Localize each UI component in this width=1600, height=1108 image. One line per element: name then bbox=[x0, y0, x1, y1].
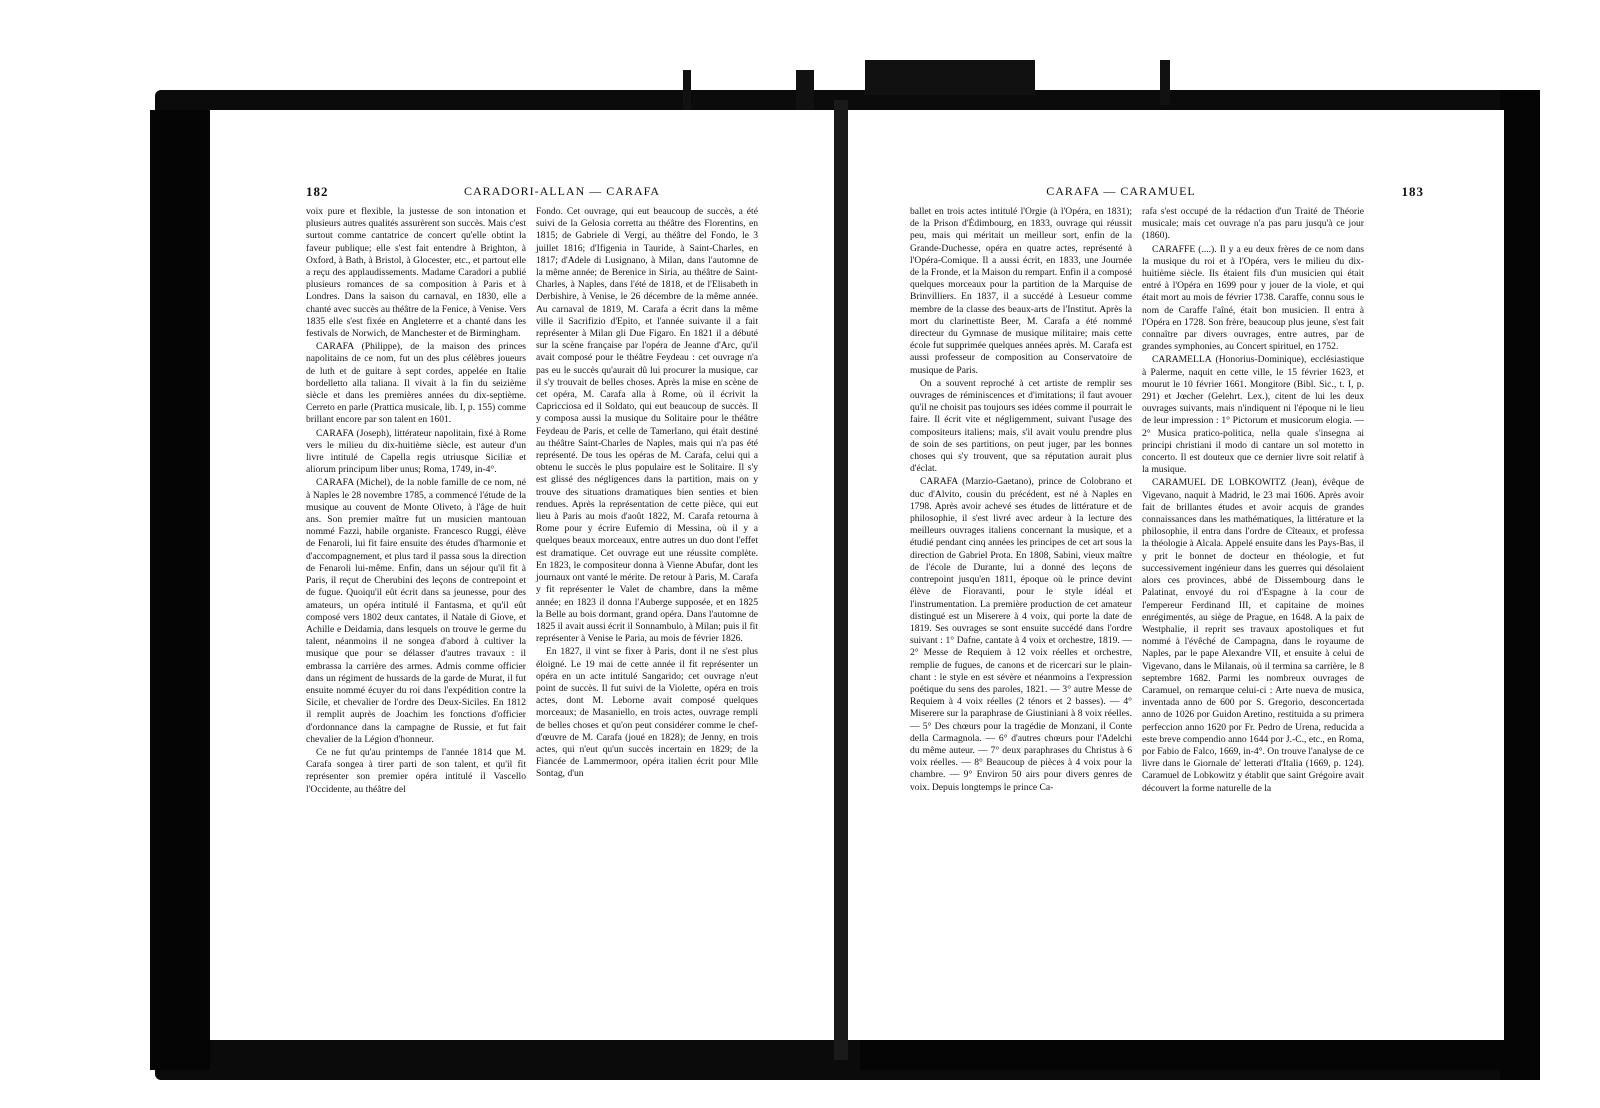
page-marker-3 bbox=[1160, 60, 1170, 105]
paragraph: Fondo. Cet ouvrage, qui eut beaucoup de succès, a été suivi de la Gelosia corretta au théâtre des Florentins, en 1815; de Gabriele di Vergi, au théâtre del Fondo, le 3 juillet 1816; d'Ifigenia in Tauride, à Saint-Charles, en 1817; d'Adele di Lusignano, à Milan, dans l'automne de la même année; de Berenice in Siria, au théâtre de Saint-Charles, à Naples, dans l'été de 1818, et de l'Elisabeth in Derbishire, à Venise, le 26 décembre de la même année. Au carnaval de 1819, M. Carafa a écrit dans la même ville il Sacrifizio d'Epito, et l'année suivante il a fait représenter à Milan gli Due Figaro. En 1821 il a débuté sur la scène française par l'opéra de Jeanne d'Arc, qu'il avait composé pour le théâtre Feydeau : cet ouvrage n'a pas eu le succès qu'aurait dû lui procurer la musique, car il s'y trouvait de belles choses. Après la mise en scène de cet opéra, M. Carafa alla à Rome, où il écrivit la Capricciosa ed il Soldato, qui eut beaucoup de succès. Il y composa aussi la musique du Solitaire pour le théâtre Feydeau de Paris, et celle de Tamerlano, qui était destiné au théâtre Saint-Charles de Naples, mais qui n'a pas été représenté. De tous les opéras de M. Carafa, celui qui a obtenu le succès le plus populaire est le Solitaire. Il s'y est glissé des négligences dans la partition, mais on y trouve des situations dramatiques bien senties et bien rendues. Après la représentation de cette pièce, qui eut lieu à Paris au mois d'août 1822, M. Carafa retourna à Rome pour y écrire Eufemio di Messina, où il y a quelques beaux morceaux, entre autres un duo dont l'effet est dramatique. Cet ouvrage eut une réussite complète. En 1823, le compositeur donna à Vienne Abufar, dont les journaux ont vanté le mérite. De retour à Paris, M. Carafa y fit représenter le Valet de chambre, dans la même année; en 1823 il donna l'Auberge supposée, et en 1825 la Belle au bois dormant, grand opéra. Dans l'automne de 1825 il avait aussi écrit il Sonnambulo, à Milan; puis il fit représenter à Venise le Paria, au mois de février 1826. bbox=[536, 206, 758, 645]
paragraph: Ce ne fut qu'au printemps de l'année 1814 que M. Carafa songea à tirer parti de son talent, et qu'il fit représenter son premier opéra intitulé il Vascello l'Occidente, au théâtre del bbox=[306, 746, 526, 795]
entry-carafa-michel: CARAFA (Michel), de la noble famille de ce nom, né à Naples le 28 novembre 1785, a commencé l'étude de la musique au couvent de Monte Oliveto, à l'âge de huit ans. Son premier maître fut un musicien mantouan nommé Fazzi, habile organiste. Francesco Ruggi, élève de Fenaroli, lui fit faire ensuite des études d'harmonie et d'accompagnement, et plus tard il passa sous la direction de Fenaroli lui-même. Enfin, dans un séjour qu'il fit à Paris, il reçut de Cherubini des leçons de contrepoint et de fugue. Quoiqu'il eût écrit dans sa jeunesse, pour des amateurs, un opéra intitulé il Fantasma, et qu'il eût composé vers 1802 deux cantates, il Natale di Giove, et Achille e Deidamia, dans lesquels on trouve le germe du talent, néanmoins il ne songea d'abord à cultiver la musique que pour se délasser d'autres travaux : il embrassa la carrière des armes. Admis comme officier dans un régiment de hussards de la garde de Murat, il fut ensuite nommé écuyer du roi dans l'expédition contre la Sicile, et chevalier de l'ordre des Deux-Siciles. En 1812 il remplit auprès de Joachim les fonctions d'officier d'ordonnance dans la campagne de Russie, et fut fait chevalier de la Légion d'honneur. bbox=[306, 477, 526, 745]
right-page bbox=[848, 110, 1504, 1040]
paragraph: voix pure et flexible, la justesse de son intonation et plusieurs autres qualités assurèrent son succès. Mais c'est surtout comme cantatrice de concert qu'elle obtint la faveur publique; elle s'est fait entendre à Brighton, à Oxford, à Bath, à Bristol, à Glocester, etc., et partout elle a reçu des applaudissements. Madame Caradori a publié plusieurs romances de sa composition à Paris et à Londres. Dans la saison du carnaval, en 1830, elle a chanté avec succès au théâtre de la Fenice, à Venise. Vers 1835 elle s'est fixée en Angleterre et a chanté dans les festivals de Norwich, de Manchester et de Birmingham. bbox=[306, 206, 526, 340]
entry-carafa-joseph: CARAFA (Joseph), littérateur napolitain, fixé à Rome vers le milieu du dix-huitième siècle, est auteur d'un livre intitulé de Capella regis utriusque Siciliæ et aliorum principum liber unus; Roma, 1749, in-4°. bbox=[306, 427, 526, 476]
page-marker-2 bbox=[796, 70, 814, 110]
left-page bbox=[210, 110, 834, 1040]
right-running-title: CARAFA — CARAMUEL bbox=[1046, 184, 1196, 198]
paragraph: ballet en trois actes intitulé l'Orgie (à l'Opéra, en 1831); de la Prison d'Édimbourg, en 1833, ouvrage qui réussit peu, mais qui méritait un meilleur sort, enfin de la Grande-Duchesse, opéra en quatre actes, représenté à l'Opéra-Comique. Il a aussi écrit, en 1833, une Journée de la Fronde, et la Maison du rempart. Enfin il a composé quelques morceaux pour la partition de la Marquise de Brinvilliers. En 1837, il a succédé à Lesueur comme membre de la classe des beaux-arts de l'Institut. Après la mort du clarinettiste Beer, M. Carafa a été nommé directeur du Gymnase de musique militaire; mais cette école fut supprimée quelques années après. M. Carafa est aussi professeur de composition au Conservatoire de musique de Paris. bbox=[910, 206, 1132, 376]
left-column-1 bbox=[306, 206, 526, 797]
left-running-head bbox=[210, 184, 834, 204]
right-running-head bbox=[848, 184, 1504, 204]
left-scan-edge bbox=[150, 110, 210, 1070]
entry-caraffe: CARAFFE (....). Il y a eu deux frères de ce nom dans la musique du roi et à l'Opéra, vers le milieu du dix-huitième siècle. Ils étaient fils d'un musicien qui était entré à l'Opéra en 1699 pour y jouer de la viole, et qui était mort au mois de février 1738. Caraffe, connu sous le nom de Caraffe l'aîné, était bon musicien. Il entra à l'Opéra en 1728. Son frère, beaucoup plus jeune, s'est fait connaître par divers ouvrages, entre autres, par de grandes symphonies, au Concert spirituel, en 1752. bbox=[1142, 243, 1364, 353]
entry-carafa-marzio-gaetano: CARAFA (Marzio-Gaetano), prince de Colobrano et duc d'Alvito, cousin du précédent, est né à Naples en 1798. Après avoir achevé ses études de littérature et de philosophie, il s'est livré avec ardeur à la lecture des meilleurs ouvrages italiens concernant la musique, et a étudié pendant cinq années les principes de cet art sous la direction de Gabriel Prota. En 1808, Sabini, vieux maître de l'école de Durante, lui a donné des leçons de contrepoint jusqu'en 1811, époque où le prince devint élève de Fioravanti, pour le style idéal et l'instrumentation. La première production de cet amateur distingué est un Miserere à 4 voix, qui porte la date de 1819. Ses ouvrages se sont ensuite succédé dans l'ordre suivant : 1° Dafne, cantate à 4 voix et orchestre, 1819. — 2° Messe de Requiem à 12 voix réelles et orchestre, remplie de fugues, de canons et de ricercari sur le plain-chant : le style en est sévère et néanmoins a l'expression poétique du sens des paroles, 1821. — 3° autre Messe de Requiem à 4 voix réelles (2 ténors et 2 basses). — 4° Miserere sur la paraphrase de Giustiniani à 8 voix réelles. — 5° Des chœurs pour la tragédie de Monzani, il Conte della Carmagnola. — 6° d'autres chœurs pour l'Adelchi du même auteur. — 7° deux paraphrases du Christus à 6 voix réelles. — 8° Beaucoup de pièces à 4 voix pour la chambre. — 9° Environ 50 airs pour divers genres de voix. Depuis longtemps le prince Ca- bbox=[910, 476, 1132, 793]
page-marker-1 bbox=[683, 70, 691, 110]
left-running-title: CARADORI-ALLAN — CARAFA bbox=[463, 184, 661, 198]
left-page-number: 182 bbox=[306, 184, 329, 199]
entry-caramella: CARAMELLA (Honorius-Dominique), ecclésiastique à Palerme, naquit en cette ville, le 15 février 1623, et mourut le 10 février 1661. Mongitore (Bibl. Sic., t. I, p. 291) et Jœcher (Gelehrt. Lex.), citent de lui les deux ouvrages suivants, mais n'indiquent ni l'époque ni le lieu de leur impression : 1° Pictorum et musicorum elogia. — 2° Musica pratico-politica, nella quale s'insegna ai principi christiani il modo di cantare un sol motetto in concerto. Il est douteux que ce dernier livre soit relatif à la musique. bbox=[1142, 354, 1364, 476]
paragraph: En 1827, il vint se fixer à Paris, dont il ne s'est plus éloigné. Le 19 mai de cette année il fit représenter un opéra en un acte intitulé Sangarido; cet ouvrage n'eut point de succès. Il fut suivi de la Violette, opéra en trois actes, dont M. Leborne avait composé quelques morceaux; de Masaniello, en trois actes, ouvrage rempli de belles choses et qu'on peut considérer comme le chef-d'œuvre de M. Carafa (joué en 1828); de Jenny, en trois actes, qui n'eut qu'un succès incertain en 1829; de la Fiancée de Lammermoor, opéra italien écrit pour Mlle Sontag, d'un bbox=[536, 646, 758, 780]
entry-caramuel-de-lobkowitz: CARAMUEL DE LOBKOWITZ (Jean), évêque de Vigevano, naquit à Madrid, le 23 mai 1606. Après avoir fait de brillantes études et avoir acquis de grandes connaissances dans les mathématiques, la littérature et la philosophie, il entra dans l'ordre de Cîteaux, et professa la théologie à Alcala. Appelé ensuite dans les Pays-Bas, il y prit le bonnet de docteur en théologie, et fut successivement ingénieur dans les guerres qui désolaient alors ces provinces, abbé de Dissembourg dans le Palatinat, envoyé du roi d'Espagne à la cour de l'empereur Ferdinand III, et capitaine de moines enrégimentés, au siège de Prague, en 1648. A la paix de Westphalie, il reprit ses travaux apostoliques et fut nommé à l'évêché de Campagna, dans le royaume de Naples, par le pape Alexandre VII, et ensuite à celui de Vigevano, dans le Milanais, où il termina sa carrière, le 8 septembre 1682. Parmi les nombreux ouvrages de Caramuel, on remarque celui-ci : Arte nueva de musica, inventada anno de 600 por S. Gregorio, desconcertada anno de 1026 por Guidon Aretino, restituida a su primera perfeccion anno 1620 por Fr. Pedro de Urena, reducida a este breve compendio anno 1644 por J.-C., etc., en Roma, por Fabio de Falco, 1669, in-4°. On trouve l'analyse de ce livre dans le Giornale de' letterati d'Italia (1669, p. 124). Caramuel de Lobkowitz y établit que saint Grégoire avait découvert la forme naturelle de la bbox=[1142, 477, 1364, 794]
left-column-2 bbox=[536, 206, 758, 782]
right-column-1 bbox=[910, 206, 1132, 795]
entry-carafa-philippe: CARAFA (Philippe), de la maison des princes napolitains de ce nom, fut un des plus célèbres joueurs de luth et de guitare à sept cordes, appelée en Italie bordelletto alla taliana. Il vivait à la fin du seizième siècle et dans les premières années du dix-septième. Cerreto en parle (Prattica musicale, lib. I, p. 155) comme brillant encore par son talent en 1601. bbox=[306, 341, 526, 426]
book-clip-top bbox=[865, 60, 1035, 95]
right-scan-edge bbox=[1500, 90, 1540, 1080]
right-page-number: 183 bbox=[1401, 184, 1424, 199]
paragraph: On a souvent reproché à cet artiste de remplir ses ouvrages de réminiscences et d'imitations; il faut avouer qu'il ne choisit pas toujours ses idées comme il pourrait le faire. Il écrit vite et négligemment, suivant l'usage des compositeurs italiens; mais, s'il avait voulu prendre plus de soin de ses partitions, on peut juger, par les bonnes choses qui s'y trouvent, que sa réputation aurait plus d'éclat. bbox=[910, 377, 1132, 475]
right-column-2 bbox=[1142, 206, 1364, 796]
paragraph: rafa s'est occupé de la rédaction d'un Traité de Théorie musicale; mais cet ouvrage n'a pas paru jusqu'à ce jour (1860). bbox=[1142, 206, 1364, 242]
book-gutter bbox=[834, 100, 848, 1060]
